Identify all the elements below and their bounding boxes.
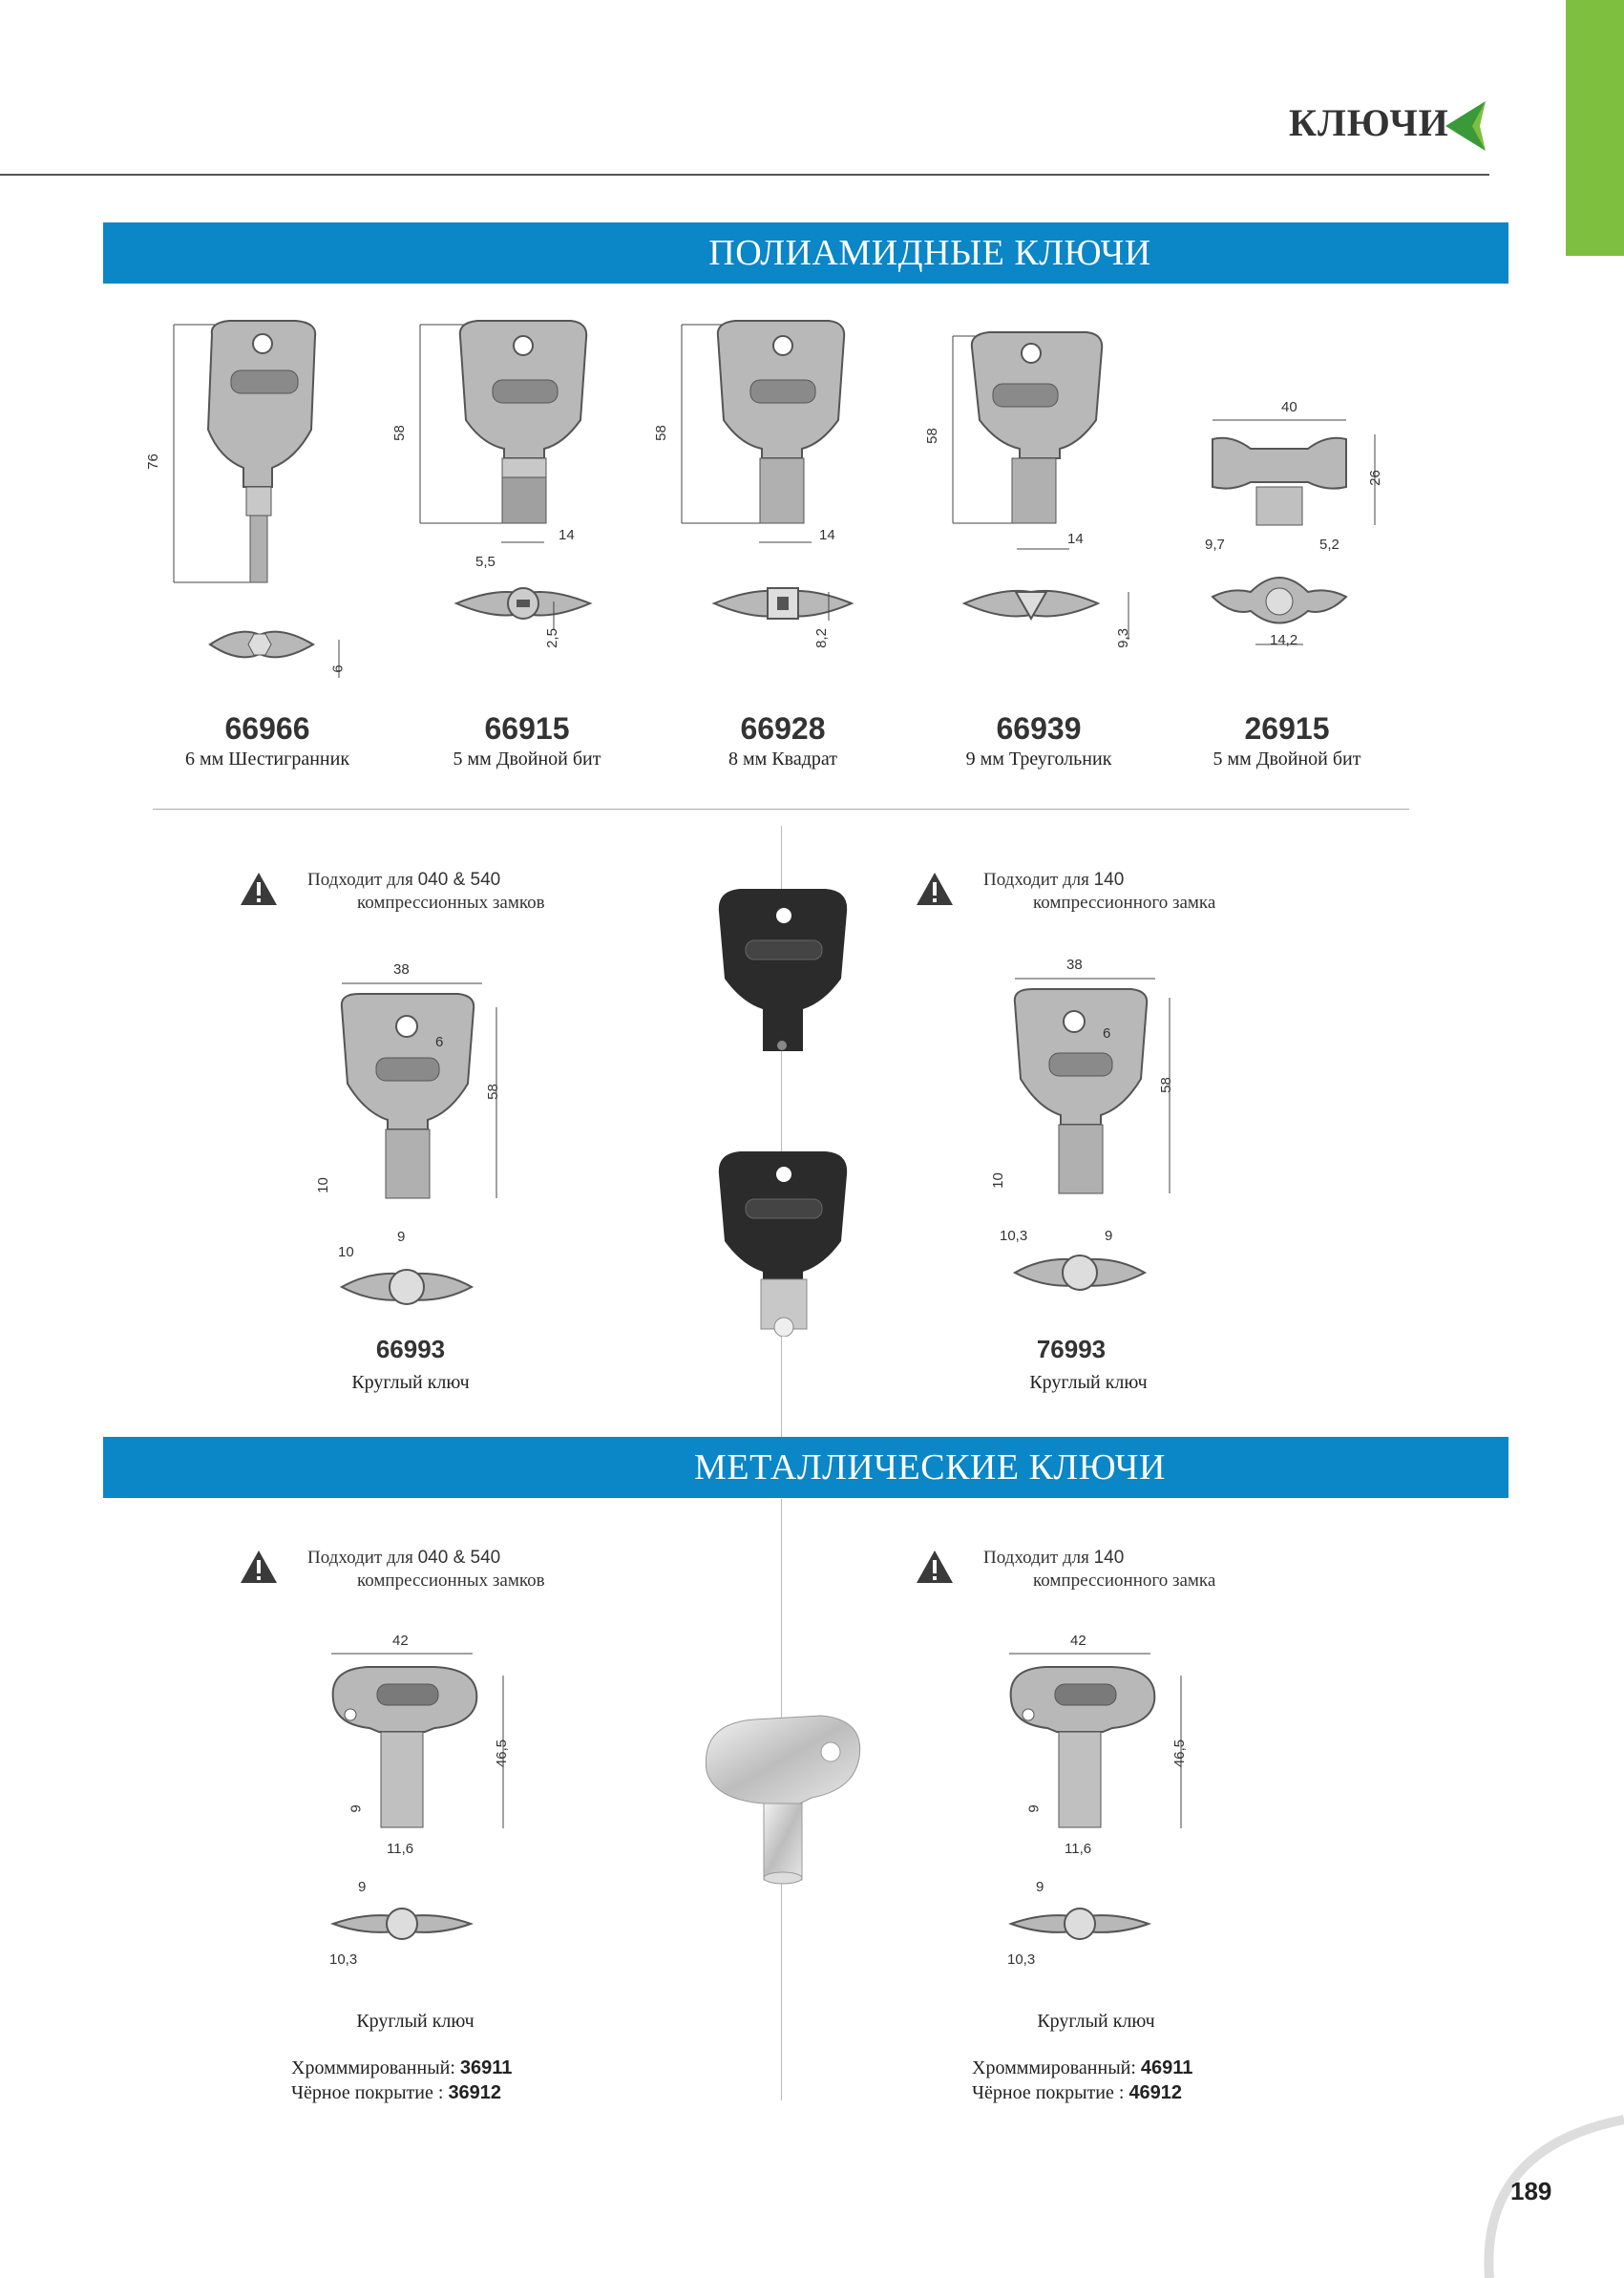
compat-note: Подходит для 140 компрессионного замка <box>983 870 1216 913</box>
dim-label: 10,3 <box>1000 1228 1028 1244</box>
finish-codes: Хромммированный: 36911 Чёрное покрытие : 36912 <box>291 2057 513 2103</box>
arrow-left-icon <box>1444 99 1487 153</box>
product-code-66993: 66993 <box>375 1335 446 1363</box>
compat-note: Подходит для 040 & 540 компрессионных замков <box>307 870 545 913</box>
dim-label: 9,7 <box>1205 537 1225 553</box>
dim-label: 10 <box>989 1172 1006 1189</box>
dim-label: 5,5 <box>475 554 496 570</box>
product-code-76993: 76993 <box>1036 1335 1107 1363</box>
dim-label: 58 <box>1157 1077 1174 1093</box>
dim-label: 10 <box>338 1244 354 1260</box>
dim-label: 9 <box>1036 1879 1044 1895</box>
chrome-key-photo <box>697 1704 869 1886</box>
page-number: 189 <box>1510 2177 1552 2205</box>
compat-note: Подходит для 140 компрессионного замка <box>983 1548 1216 1591</box>
dim-label: 6 <box>329 664 347 673</box>
dim-label: 5,2 <box>1319 537 1339 553</box>
dim-label: 46,5 <box>1171 1739 1189 1768</box>
section-band-polyamide: ПОЛИАМИДНЫЕ КЛЮЧИ <box>103 222 1508 284</box>
dim-label: 14 <box>1067 531 1084 547</box>
key-66939-drawing <box>917 315 1165 697</box>
dim-label: 46,5 <box>494 1739 511 1768</box>
product-desc: Круглый ключ <box>356 2011 475 2032</box>
compat-note: Подходит для 040 & 540 компрессионных замков <box>307 1548 545 1591</box>
product-desc: 8 мм Квадрат <box>728 749 837 770</box>
dim-label: 9,3 <box>1114 628 1131 648</box>
dim-label: 10,3 <box>329 1951 358 1968</box>
dim-label: 58 <box>484 1084 501 1100</box>
dim-label: 8,2 <box>812 628 830 648</box>
dim-label: 42 <box>392 1633 409 1649</box>
product-desc: 5 мм Двойной бит <box>453 749 601 770</box>
black-key-photo <box>711 883 854 1065</box>
dim-label: 38 <box>1066 957 1083 973</box>
section-color-tab <box>1566 0 1624 256</box>
dim-label: 10 <box>314 1177 331 1193</box>
dim-label: 11,6 <box>387 1841 414 1857</box>
product-desc: 5 мм Двойной бит <box>1213 749 1361 770</box>
metal-key-right-drawing <box>998 1633 1208 1976</box>
product-code-66928: 66928 <box>740 711 826 746</box>
dim-label: 42 <box>1070 1633 1086 1649</box>
warning-icon <box>239 1549 279 1585</box>
warning-icon <box>915 1549 955 1585</box>
key-26915-drawing <box>1174 391 1423 697</box>
product-desc: Круглый ключ <box>351 1372 470 1393</box>
dim-label: 40 <box>1281 399 1297 415</box>
dim-label: 2,5 <box>543 628 560 648</box>
code-chrome: 36911 <box>459 2057 513 2078</box>
key-66915-drawing <box>390 315 649 697</box>
product-code-66939: 66939 <box>996 711 1082 746</box>
key-66928-drawing <box>652 315 907 697</box>
dim-label: 10,3 <box>1007 1951 1036 1968</box>
product-desc: 9 мм Треугольник <box>965 749 1112 770</box>
dim-label: 26 <box>1366 470 1383 486</box>
product-desc: Круглый ключ <box>1029 1372 1148 1393</box>
dim-label: 38 <box>393 961 410 978</box>
product-code-26915: 26915 <box>1244 711 1330 746</box>
finish-codes: Хромммированный: 46911 Чёрное покрытие : 46912 <box>972 2057 1193 2103</box>
dim-label: 6 <box>435 1034 444 1050</box>
warning-icon <box>239 871 279 907</box>
dim-label: 14 <box>559 527 575 543</box>
product-code-66966: 66966 <box>224 711 310 746</box>
dim-label: 9 <box>358 1879 367 1895</box>
section-band-metal: МЕТАЛЛИЧЕСКИЕ КЛЮЧИ <box>103 1437 1508 1498</box>
key-76993-drawing <box>988 955 1198 1318</box>
dim-label: 58 <box>923 428 940 444</box>
code-black: 36912 <box>448 2082 502 2103</box>
dim-label: 58 <box>390 425 408 441</box>
dim-label: 9 <box>1025 1804 1043 1813</box>
product-desc: 6 мм Шестигранник <box>184 749 350 770</box>
page-title: КЛЮЧИ <box>1289 101 1449 144</box>
dim-label: 9 <box>348 1804 365 1813</box>
header-rule <box>0 174 1489 176</box>
product-code-66915: 66915 <box>484 711 570 746</box>
dim-label: 6 <box>1103 1025 1111 1042</box>
dim-label: 14 <box>819 527 835 543</box>
dim-label: 58 <box>652 425 669 441</box>
dim-label: 9 <box>397 1229 406 1245</box>
dim-label: 9 <box>1105 1228 1113 1244</box>
dim-label: 14,2 <box>1270 632 1298 648</box>
dim-label: 76 <box>144 453 161 470</box>
code-chrome: 46911 <box>1140 2057 1193 2078</box>
black-key-photo <box>711 1146 854 1337</box>
dim-label: 11,6 <box>1065 1841 1092 1857</box>
metal-key-left-drawing <box>320 1633 530 1976</box>
key-66966-drawing <box>144 315 401 697</box>
divider <box>153 809 1409 810</box>
warning-icon <box>915 871 955 907</box>
product-desc: Круглый ключ <box>1037 2011 1155 2032</box>
key-66993-drawing <box>315 960 525 1322</box>
code-black: 46912 <box>1128 2082 1183 2103</box>
